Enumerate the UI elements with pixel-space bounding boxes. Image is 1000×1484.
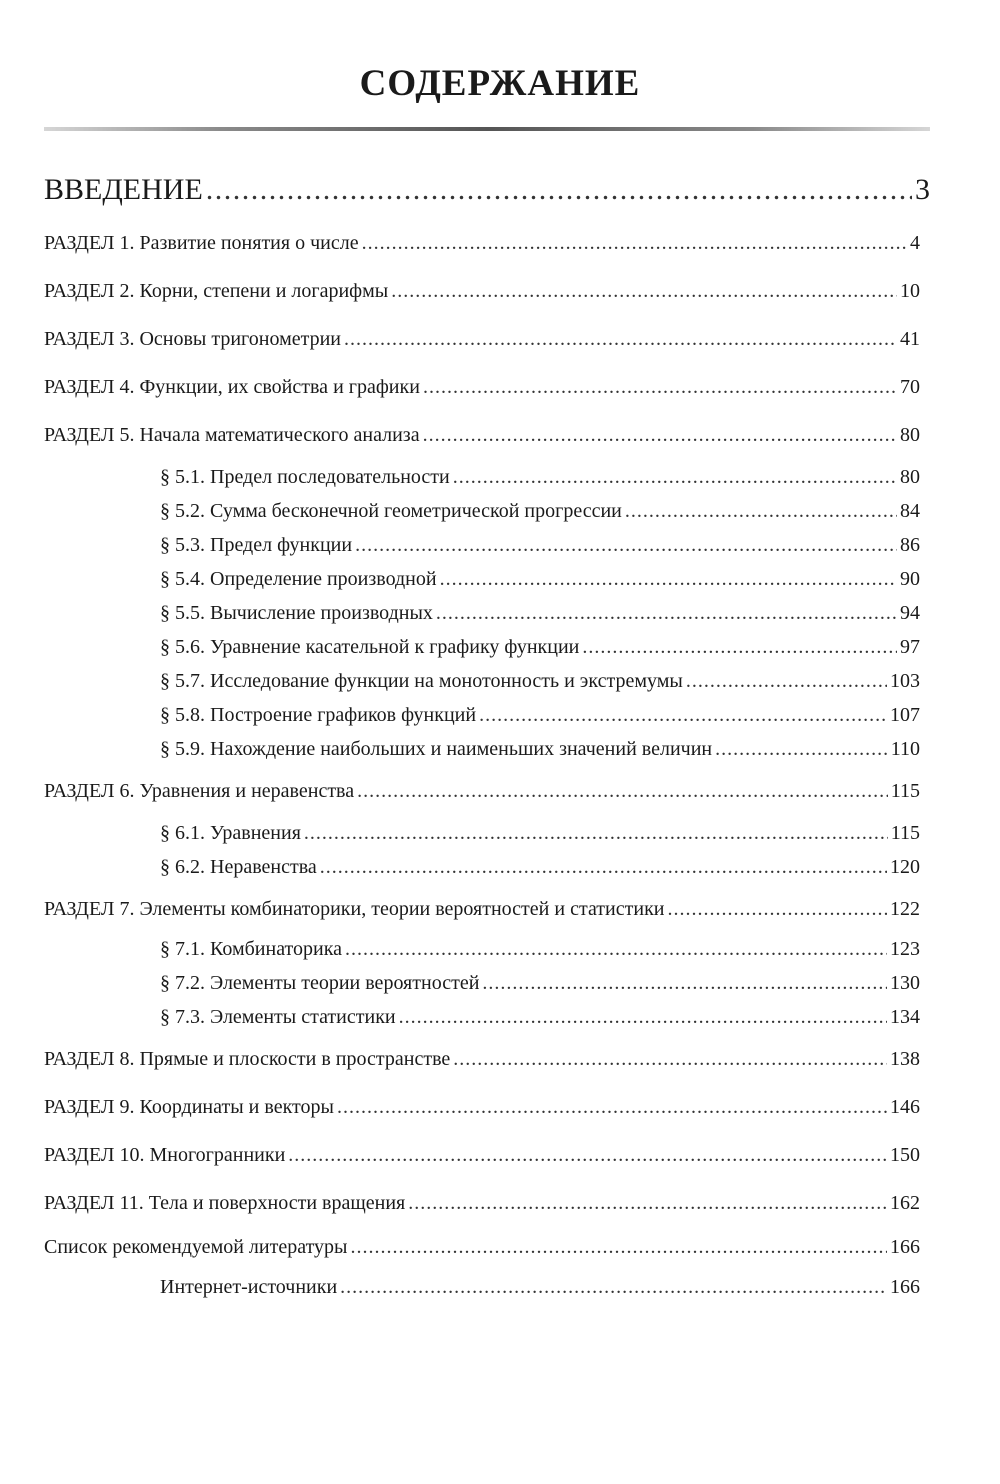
toc-entry-section-8[interactable]	[44, 1046, 920, 1072]
toc-leader-dots	[453, 464, 897, 490]
toc-entry-label: РАЗДЕЛ 2. Корни, степени и логарифмы	[44, 280, 389, 302]
toc-leader-dots	[479, 702, 887, 728]
toc-entry-subsection-6-2[interactable]	[160, 854, 920, 880]
toc-page-number: 138	[890, 1048, 920, 1070]
toc-leader-dots	[625, 498, 897, 524]
toc-page-number: 86	[900, 534, 920, 556]
toc-page-number: 150	[890, 1144, 920, 1166]
toc-page-number: 41	[900, 328, 920, 350]
toc-page-number: 70	[900, 376, 920, 398]
toc-leader-dots	[391, 278, 897, 304]
toc-leader-dots	[436, 600, 897, 626]
toc-entry-subsection-5-4[interactable]	[160, 566, 920, 592]
toc-leader-dots	[408, 1190, 887, 1216]
toc-entry-subsection-5-8[interactable]	[160, 702, 920, 728]
toc-entry-label: Интернет-источники	[160, 1276, 338, 1298]
toc-leader-dots	[288, 1142, 887, 1168]
toc-entry-section-11[interactable]	[44, 1190, 920, 1216]
toc-entry-subsection-5-3[interactable]	[160, 532, 920, 558]
toc-page-number: 10	[900, 280, 920, 302]
toc-entry-subsection-5-2[interactable]	[160, 498, 920, 524]
toc-entry-label: § 5.4. Определение производной	[160, 568, 437, 590]
toc-entry-label: § 7.3. Элементы статистики	[160, 1006, 396, 1028]
toc-page-number: 115	[890, 822, 920, 844]
toc-leader-dots	[453, 1046, 887, 1072]
toc-leader-dots	[423, 374, 897, 400]
toc-leader-dots	[304, 820, 888, 846]
toc-leader-dots	[362, 230, 907, 256]
toc-entry-label: § 6.2. Неравенства	[160, 856, 317, 878]
toc-leader-dots	[206, 172, 912, 208]
toc-leader-dots	[686, 668, 887, 694]
toc-page-number: 3	[915, 173, 930, 206]
toc-entry-subsection-7-3[interactable]	[160, 1004, 920, 1030]
toc-entry-label: РАЗДЕЛ 9. Координаты и векторы	[44, 1096, 334, 1118]
toc-entry-section-9[interactable]	[44, 1094, 920, 1120]
toc-page-number: 123	[890, 938, 920, 960]
toc-entry-internet-sources[interactable]	[160, 1274, 920, 1300]
toc-leader-dots	[344, 326, 897, 352]
toc-entry-section-6[interactable]	[44, 778, 920, 804]
toc-page-number: 90	[900, 568, 920, 590]
toc-page-number: 107	[890, 704, 920, 726]
toc-page-number: 110	[890, 738, 920, 760]
toc-entry-section-4[interactable]	[44, 374, 920, 400]
toc-entry-label: § 6.1. Уравнения	[160, 822, 301, 844]
toc-leader-dots	[440, 566, 897, 592]
toc-entry-label: РАЗДЕЛ 3. Основы тригонометрии	[44, 328, 342, 350]
toc-entry-subsection-5-7[interactable]	[160, 668, 920, 694]
toc-page-number: 166	[890, 1276, 920, 1298]
toc-page-number: 134	[890, 1006, 920, 1028]
toc-page-number: 115	[890, 780, 920, 802]
toc-entry-subsection-5-5[interactable]	[160, 600, 920, 626]
toc-entry-label: РАЗДЕЛ 8. Прямые и плоскости в пространстве	[44, 1048, 451, 1070]
toc-page-number: 103	[890, 670, 920, 692]
title-divider	[44, 127, 930, 131]
toc-entry-label: РАЗДЕЛ 10. Многогранники	[44, 1144, 286, 1166]
toc-entry-label: РАЗДЕЛ 6. Уравнения и неравенства	[44, 780, 355, 802]
toc-entry-label: § 5.8. Построение графиков функций	[160, 704, 477, 726]
toc-entry-label: § 7.1. Комбинаторика	[160, 938, 343, 960]
toc-entry-subsection-7-1[interactable]	[160, 936, 920, 962]
toc-entry-label: § 5.1. Предел последовательности	[160, 466, 450, 488]
toc-page-number: 97	[900, 636, 920, 658]
toc-page-number: 146	[890, 1096, 920, 1118]
toc-page-number: 80	[900, 424, 920, 446]
toc-entry-section-2[interactable]	[44, 278, 920, 304]
toc-entry-section-1[interactable]	[44, 230, 920, 256]
toc-leader-dots	[582, 634, 897, 660]
toc-page-number: 166	[890, 1236, 920, 1258]
toc-entry-subsection-5-1[interactable]	[160, 464, 920, 490]
toc-entry-section-5[interactable]	[44, 422, 920, 448]
toc-leader-dots	[355, 532, 897, 558]
toc-entry-label: § 5.9. Нахождение наибольших и наименьших значений величин	[160, 738, 713, 760]
toc-leader-dots	[715, 736, 888, 762]
toc-leader-dots	[399, 1004, 887, 1030]
toc-page-number: 94	[900, 602, 920, 624]
page-title: СОДЕРЖАНИЕ	[359, 63, 641, 104]
toc-entry-subsection-6-1[interactable]	[160, 820, 920, 846]
toc-entry-subsection-7-2[interactable]	[160, 970, 920, 996]
toc-leader-dots	[320, 854, 887, 880]
toc-entry-subsection-5-9[interactable]	[160, 736, 920, 762]
toc-page-number: 122	[890, 898, 920, 920]
toc-leader-dots	[482, 970, 887, 996]
toc-page-number: 80	[900, 466, 920, 488]
toc-entry-label: РАЗДЕЛ 11. Тела и поверхности вращения	[44, 1192, 406, 1214]
toc-entry-label: § 5.6. Уравнение касательной к графику функции	[160, 636, 580, 658]
toc-entry-introduction[interactable]	[44, 172, 930, 208]
toc-entry-label: РАЗДЕЛ 7. Элементы комбинаторики, теории вероятностей и статистики	[44, 898, 665, 920]
toc-entry-bibliography[interactable]	[44, 1234, 920, 1260]
toc-page-number: 162	[890, 1192, 920, 1214]
toc-entry-label: § 5.2. Сумма бесконечной геометрической прогрессии	[160, 500, 622, 522]
toc-entry-section-3[interactable]	[44, 326, 920, 352]
toc-page-number: 130	[890, 972, 920, 994]
toc-entry-label: Список рекомендуемой литературы	[44, 1236, 348, 1258]
toc-entry-subsection-5-6[interactable]	[160, 634, 920, 660]
toc-leader-dots	[357, 778, 888, 804]
toc-entry-label: РАЗДЕЛ 4. Функции, их свойства и графики	[44, 376, 420, 398]
toc-entry-section-7[interactable]	[44, 896, 920, 922]
toc-leader-dots	[337, 1094, 887, 1120]
toc-page-number: 4	[910, 232, 920, 254]
toc-page-number: 84	[900, 500, 920, 522]
toc-leader-dots	[340, 1274, 887, 1300]
toc-entry-label: РАЗДЕЛ 1. Развитие понятия о числе	[44, 232, 359, 254]
toc-entry-label: § 5.3. Предел функции	[160, 534, 353, 556]
toc-entry-label: § 7.2. Элементы теории вероятностей	[160, 972, 480, 994]
toc-leader-dots	[668, 896, 888, 922]
toc-leader-dots	[351, 1234, 888, 1260]
toc-entry-section-10[interactable]	[44, 1142, 920, 1168]
toc-entry-label: ВВЕДЕНИЕ	[44, 173, 203, 206]
toc-leader-dots	[345, 936, 887, 962]
toc-entry-label: § 5.7. Исследование функции на монотонность и экстремумы	[160, 670, 683, 692]
toc-leader-dots	[423, 422, 897, 448]
toc-entry-label: § 5.5. Вычисление производных	[160, 602, 433, 624]
toc-entry-label: РАЗДЕЛ 5. Начала математического анализа	[44, 424, 420, 446]
toc-page-number: 120	[890, 856, 920, 878]
